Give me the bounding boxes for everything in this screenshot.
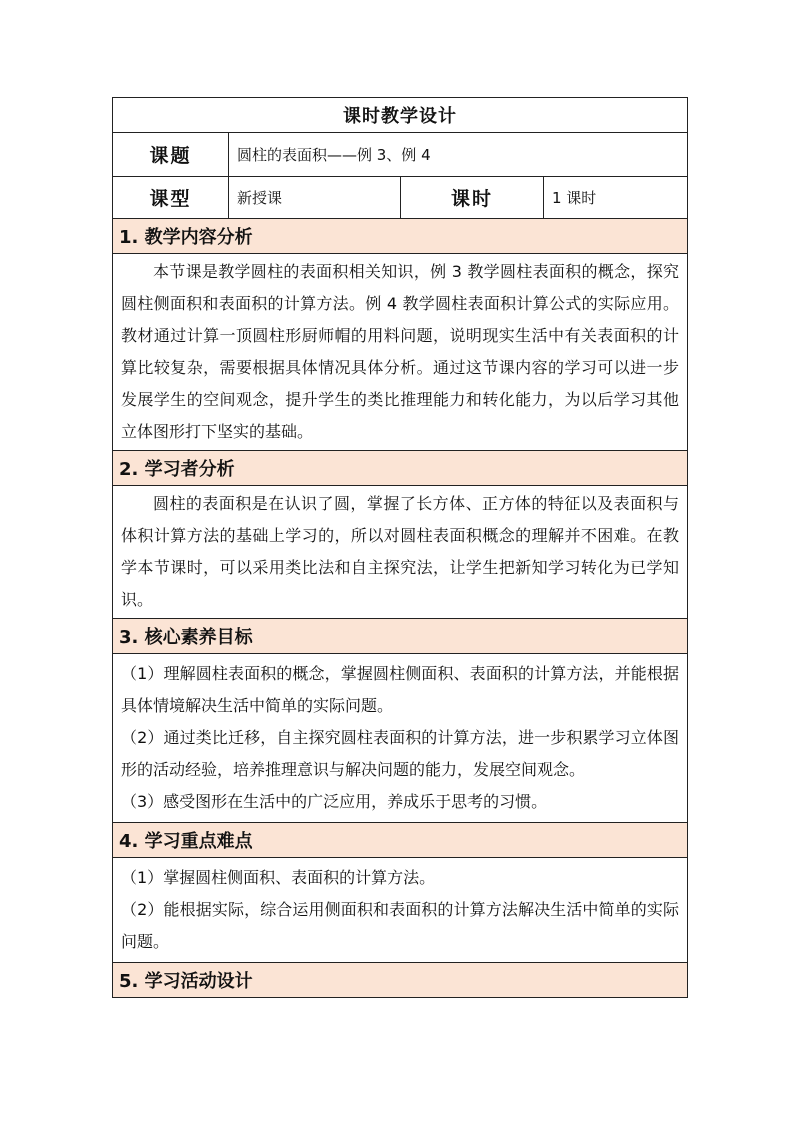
lesson-type-value: 新授课 [229, 177, 401, 219]
goal-item: （3）感受图形在生活中的广泛应用，养成乐于思考的习惯。 [121, 792, 548, 811]
goal-item: （2）通过类比迁移，自主探究圆柱表面积的计算方法，进一步积累学习立体图形的活动经验，培养推理意识与解决问题的能力，发展空间观念。 [121, 728, 679, 779]
section-heading-core-goals: 3. 核心素养目标 [113, 619, 688, 654]
topic-value: 圆柱的表面积——例 3、例 4 [229, 133, 688, 177]
lesson-type-label: 课型 [113, 177, 229, 219]
lesson-design-table [112, 97, 688, 998]
content-analysis-text: 本节课是教学圆柱的表面积相关知识，例 3 教学圆柱表面积的概念，探究圆柱侧面积和表面积的计算方法。例 4 教学圆柱表面积计算公式的实际应用。教材通过计算一顶圆柱形厨师帽的用料问题，说明现实生活中有关表面积的计算比较复杂，需要根据具体情况具体分析。通过这节课内容的学习可以进一步发展学生的空间观念，提升学生的类比推理能力和转化能力，为以后学习其他立体图形打下坚实的基础。 [113, 254, 688, 451]
learner-analysis-text: 圆柱的表面积是在认识了圆，掌握了长方体、正方体的特征以及表面积与体积计算方法的基础上学习的，所以对圆柱表面积概念的理解并不困难。在教学本节课时，可以采用类比法和自主探究法，让学生把新知学习转化为已学知识。 [113, 486, 688, 619]
key-point-item: （2）能根据实际，综合运用侧面积和表面积的计算方法解决生活中简单的实际问题。 [121, 900, 679, 951]
key-points-list [113, 858, 688, 963]
section-heading-activity-design: 5. 学习活动设计 [113, 963, 688, 998]
topic-label: 课题 [113, 133, 229, 177]
table-title: 课时教学设计 [113, 98, 688, 133]
core-goals-list [113, 654, 688, 823]
goal-item: （1）理解圆柱表面积的概念，掌握圆柱侧面积、表面积的计算方法，并能根据具体情境解决生活中简单的实际问题。 [121, 664, 679, 715]
section-heading-content-analysis: 1. 教学内容分析 [113, 219, 688, 254]
key-point-item: （1）掌握圆柱侧面积、表面积的计算方法。 [121, 868, 436, 887]
section-heading-learner-analysis: 2. 学习者分析 [113, 451, 688, 486]
period-value: 1 课时 [544, 177, 688, 219]
period-label: 课时 [401, 177, 544, 219]
section-heading-key-points: 4. 学习重点难点 [113, 823, 688, 858]
